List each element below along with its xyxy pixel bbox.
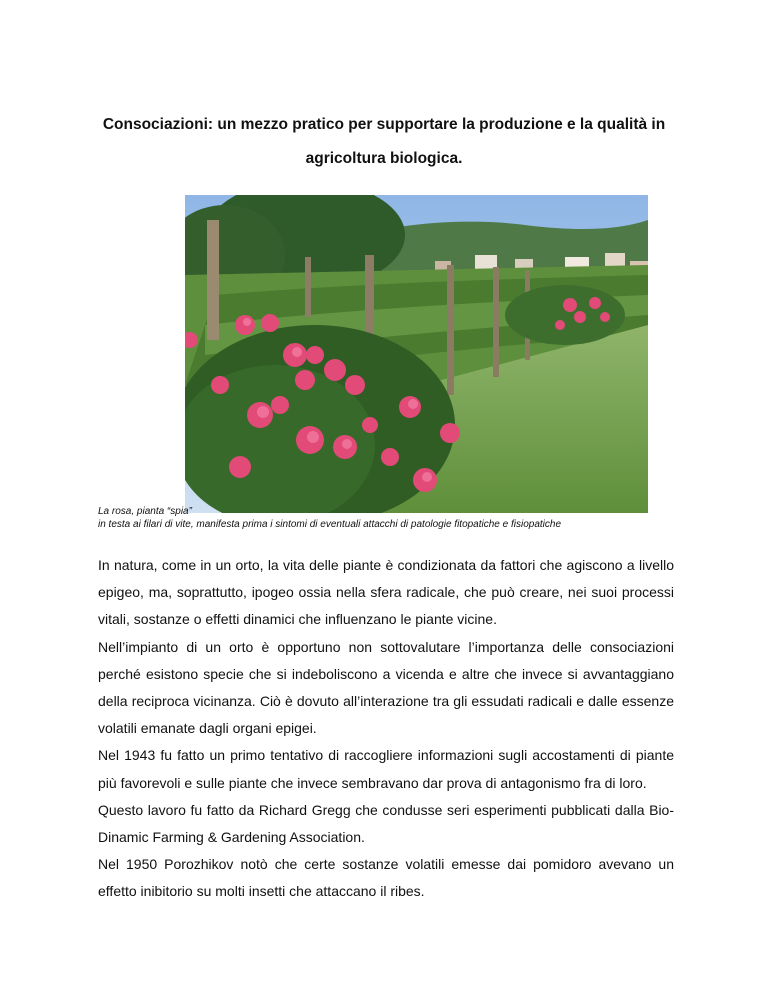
paragraph: Nel 1943 fu fatto un primo tentativo di raccogliere informazioni sugli accostamenti di piante più favorevoli e sulle piante che invece sembravano dar prova di antagonismo fra di loro. [98, 747, 674, 791]
title-line-1: Consociazioni: un mezzo pratico per supportare la produzione e la qualità in [102, 116, 666, 133]
vineyard-roses-photo [185, 195, 648, 513]
paragraph: In natura, come in un orto, la vita delle piante è condizionata da fattori che agiscono a livello epigeo, ma, soprattutto, ipogeo ossia nella sfera radicale, che può creare, nei suoi processi vitali, sostanze o effetti dinamici che influenzano le piante vicine. [98, 557, 674, 628]
body-text [98, 552, 674, 906]
title-line-2: agricoltura biologica. [305, 150, 463, 167]
document-title [80, 108, 688, 176]
paragraph: Nel 1950 Porozhikov notò che certe sostanze volatili emesse dai pomidoro avevano un effetto inibitorio su molti insetti che attaccano il ribes. [98, 856, 674, 900]
caption-line-2: in testa ai filari di vite, manifesta prima i sintomi di eventuali attacchi di patologie fitopatiche e fisiopatiche [98, 519, 562, 530]
paragraph: Nell’impianto di un orto è opportuno non sottovalutare l’importanza delle consociazioni perché esistono specie che si indeboliscono a vicenda e altre che invece si avvantaggiano della reciproca vicinanza. Ciò è dovuto all’interazione tra gli essudati radicali e dalle essenze volatili emanate dagli organi epigei. [98, 638, 674, 737]
paragraph: Questo lavoro fu fatto da Richard Gregg che condusse seri esperimenti pubblicati dalla Bio-Dinamic Farming & Gardening Association. [98, 801, 674, 846]
caption-line-1: La rosa, pianta “spia” [98, 506, 192, 517]
figure-caption [98, 505, 698, 531]
